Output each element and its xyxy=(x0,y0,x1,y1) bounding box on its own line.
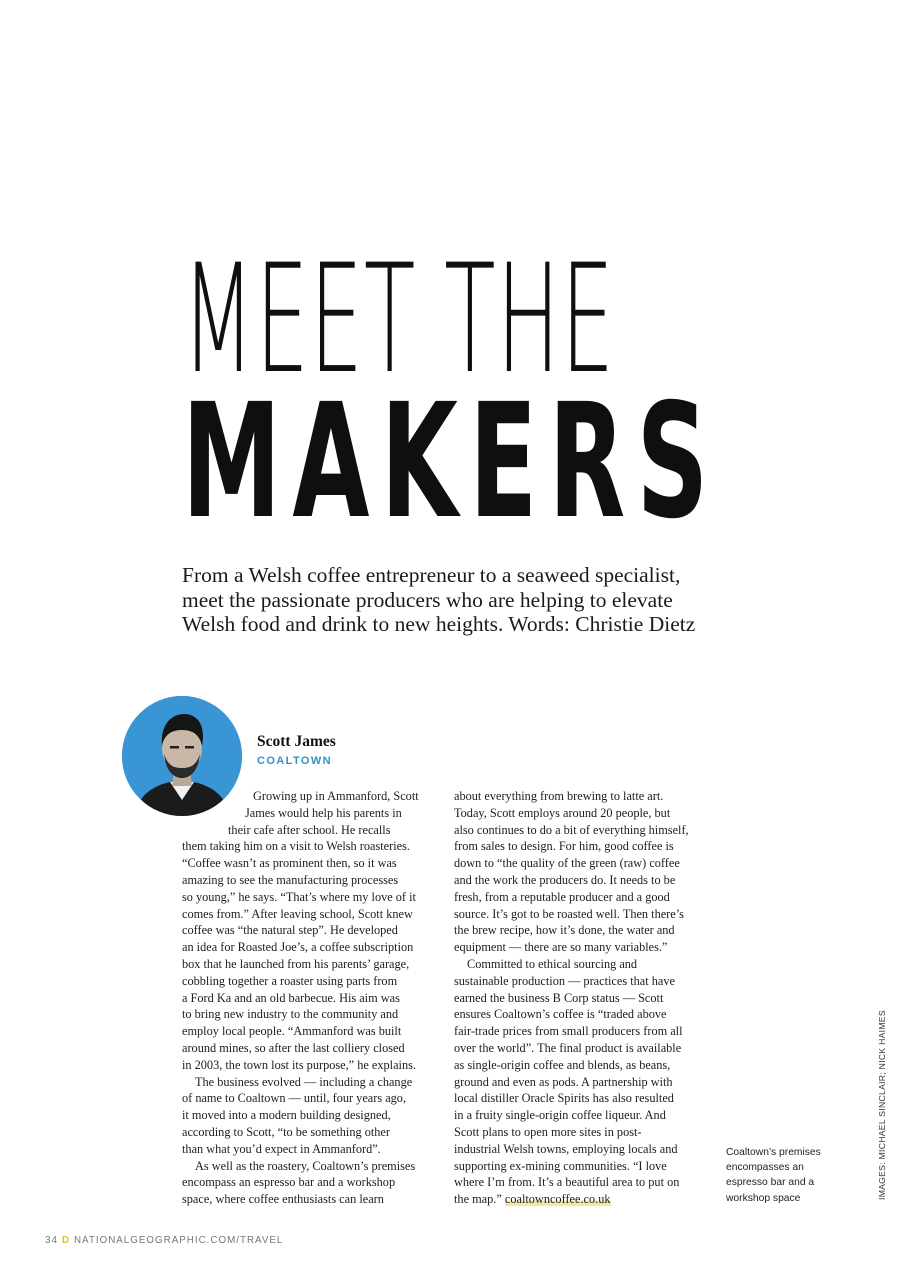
profile-company: COALTOWN xyxy=(257,755,332,767)
body-line: to bring new industry to the community and xyxy=(182,1007,399,1022)
body-line: James would help his parents in xyxy=(245,805,402,820)
headline-line-1: MEET THE xyxy=(182,233,616,407)
body-line: Growing up in Ammanford, Scott xyxy=(253,789,419,803)
body-line: of name to Coaltown — until, four years ago, xyxy=(182,1091,407,1106)
body-line: also continues to do a bit of everything himself, xyxy=(454,822,689,837)
body-line: encompass an espresso bar and a workshop xyxy=(182,1175,396,1190)
body-line: ensures Coaltown’s coffee is “traded above xyxy=(454,1007,667,1022)
body-line: box that he launched from his parents’ garage, xyxy=(182,956,410,971)
body-line: fair-trade prices from small producers from all xyxy=(454,1024,683,1039)
body-line: than what you’d expect in Ammanford”. xyxy=(182,1141,381,1156)
standfirst: From a Welsh coffee entrepreneur to a seaweed specialist, meet the passionate producers who are helping to elevate Welsh food and drink to new heights. Words: Christie Dietz xyxy=(182,563,696,636)
body-line: coffee was “the natural step”. He developed xyxy=(182,923,398,938)
body-line: employ local people. “Ammanford was built xyxy=(182,1024,402,1039)
body-line: amazing to see the manufacturing processes xyxy=(182,872,399,887)
body-line: supporting ex-mining communities. “I love xyxy=(454,1158,667,1173)
image-credits: IMAGES: MICHAEL SINCLAIR; NICK HAIMES xyxy=(877,1010,887,1200)
body-line: around mines, so after the last colliery closed xyxy=(182,1040,405,1055)
body-line: Committed to ethical sourcing and xyxy=(467,956,638,971)
body-line: from sales to design. For him, good coffee is xyxy=(454,839,674,854)
body-line: an idea for Roasted Joe’s, a coffee subscription xyxy=(182,940,414,955)
body-line: them taking him on a visit to Welsh roasteries. xyxy=(182,839,410,854)
body-line: industrial Welsh towns, employing locals and xyxy=(454,1141,678,1156)
body-line: The business evolved — including a change xyxy=(195,1074,413,1089)
body-line: equipment — there are so many variables.” xyxy=(454,940,668,955)
body-line: Scott plans to open more sites in post- xyxy=(454,1124,642,1139)
body-line: cobbling together a roaster using parts from xyxy=(182,973,398,988)
body-line: down to “the quality of the green (raw) coffee xyxy=(454,856,680,871)
body-line-end: the map.” xyxy=(454,1192,502,1207)
body-column-2 xyxy=(454,788,712,1208)
body-line: about everything from brewing to latte art. xyxy=(454,789,664,803)
body-column-1 xyxy=(182,788,438,1208)
body-line: in a fruity single-origin coffee liqueur. And xyxy=(454,1108,666,1123)
body-line-last xyxy=(454,1191,712,1208)
body-line: local distiller Oracle Spirits has also resulted xyxy=(454,1091,674,1106)
body-line: so young,” he says. “That’s where my love of it xyxy=(182,889,416,904)
body-line: it moved into a modern building designed, xyxy=(182,1108,391,1123)
page-footer xyxy=(45,1235,283,1246)
body-line: according to Scott, “to be something other xyxy=(182,1124,390,1139)
body-line: as single-origin coffee and blends, as beans, xyxy=(454,1057,671,1072)
body-line: As well as the roastery, Coaltown’s premises xyxy=(195,1158,416,1173)
body-line: comes from.” After leaving school, Scott knew xyxy=(182,906,413,921)
body-line: a Ford Ka and an old barbecue. His aim was xyxy=(182,990,400,1005)
profile-name: Scott James xyxy=(257,733,336,750)
body-line: their cafe after school. He recalls xyxy=(228,822,391,837)
body-line: where I’m from. It’s a beautiful area to put on xyxy=(454,1175,680,1190)
footer-url[interactable]: NATIONALGEOGRAPHIC.COM/TRAVEL xyxy=(73,1235,284,1246)
body-line: earned the business B Corp status — Scott xyxy=(454,990,664,1005)
body-line: sustainable production — practices that have xyxy=(454,973,675,988)
website-link[interactable]: coaltowncoffee.co.uk xyxy=(504,1192,611,1207)
page-number: 34 xyxy=(45,1235,58,1246)
body-line: Today, Scott employs around 20 people, but xyxy=(454,805,671,820)
body-line: in 2003, the town lost its purpose,” he explains. xyxy=(182,1057,416,1072)
brand-mark: D xyxy=(61,1235,70,1246)
body-line: over the world”. The final product is available xyxy=(454,1040,682,1055)
body-line: and the work the producers do. It needs to be xyxy=(454,872,676,887)
body-line: the brew recipe, how it’s done, the water and xyxy=(454,923,675,938)
body-line: “Coffee wasn’t as prominent then, so it was xyxy=(182,856,397,871)
body-line: fresh, from a reputable producer and a good xyxy=(454,889,670,904)
body-line: space, where coffee enthusiasts can learn xyxy=(182,1192,384,1207)
body-line: source. It’s got to be roasted well. Then there’s xyxy=(454,906,684,921)
body-line: ground and even as pods. A partnership with xyxy=(454,1074,673,1089)
photo-caption: Coaltown’s premises encompasses an espresso bar and a workshop space xyxy=(726,1147,821,1204)
headline-line-2: MAKERS xyxy=(182,370,720,554)
